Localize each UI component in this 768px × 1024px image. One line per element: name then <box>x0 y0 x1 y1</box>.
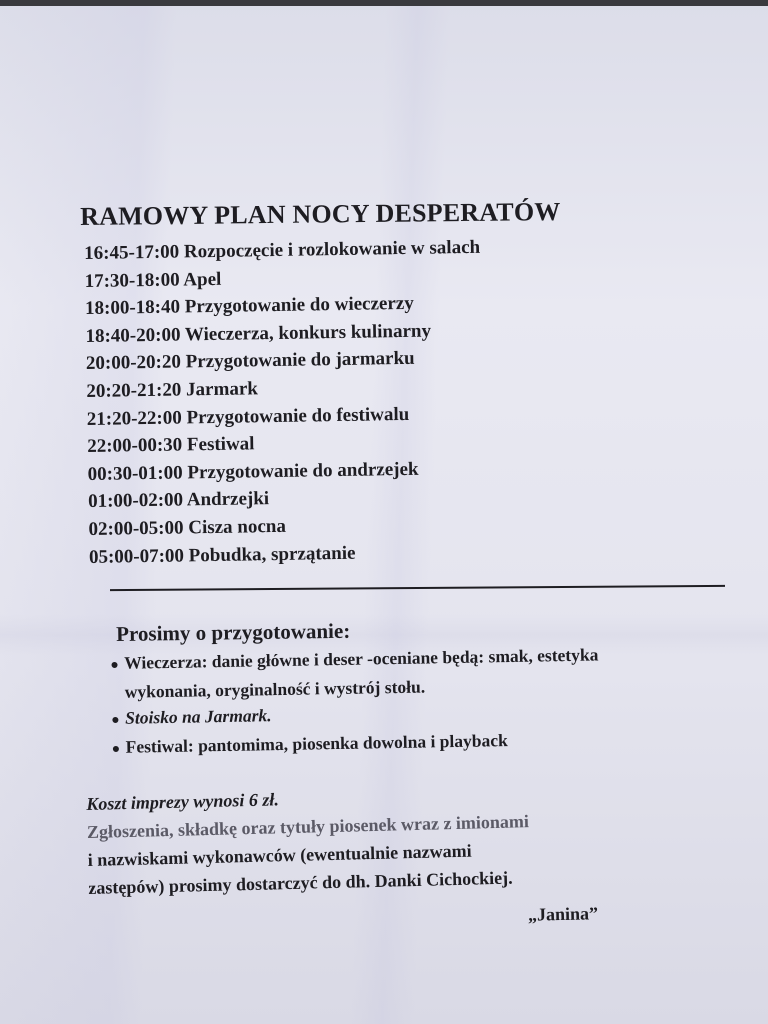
schedule-item: 18:00-18:40 Przygotowanie do wieczerzy <box>84 293 414 320</box>
schedule-item: 21:20-22:00 Przygotowanie do festiwalu <box>86 403 410 430</box>
bullet-icon: ● <box>111 712 120 728</box>
info-line: Zgłoszenia, składkę oraz tytuły piosenek wraz z imionami <box>86 811 530 842</box>
signature: „Janina” <box>527 903 599 925</box>
bullet-icon: ● <box>111 741 121 757</box>
schedule-item: 17:30-18:00 Apel <box>84 268 222 292</box>
info-line: zastępów) prosimy dostarczyć do dh. Danki Cichockiej. <box>88 867 513 898</box>
cost-line: Koszt imprezy wynosi 6 zł. <box>86 789 280 814</box>
preparation-heading: Prosimy o przygotowanie: <box>116 618 351 646</box>
schedule-item: 01:00-02:00 Andrzejki <box>87 488 270 513</box>
preparation-item-text: wykonania, oryginalność i wystrój stołu. <box>124 676 426 702</box>
info-block <box>86 779 531 902</box>
bullet-icon: ● <box>110 657 119 673</box>
document-title: RAMOWY PLAN NOCY DESPERATÓW <box>80 196 561 231</box>
schedule-item: 00:30-01:00 Przygotowanie do andrzejek <box>87 458 419 485</box>
schedule-item: 02:00-05:00 Cisza nocna <box>88 515 287 540</box>
preparation-item-text: Festiwal: pantomima, piosenka dowolna i playback <box>125 730 508 757</box>
schedule-list <box>84 234 485 571</box>
schedule-item: 16:45-17:00 Rozpoczęcie i rozlokowanie w salach <box>84 236 481 264</box>
schedule-item: 20:00-20:20 Przygotowanie do jarmarku <box>85 348 415 375</box>
preparation-item-text: Stoisko na Jarmark. <box>125 705 272 728</box>
schedule-item: 05:00-07:00 Pobudka, sprzątanie <box>88 542 356 568</box>
schedule-item: 20:20-21:20 Jarmark <box>86 378 259 402</box>
section-divider <box>110 585 725 591</box>
info-line: i nazwiskami wykonawców (ewentualnie nazwami <box>87 840 472 870</box>
schedule-item: 18:40-20:00 Wieczerza, konkurs kulinarny <box>85 320 432 347</box>
schedule-item: 22:00-00:30 Festiwal <box>87 433 255 458</box>
paper-top-edge <box>0 0 768 6</box>
preparation-list <box>110 641 600 763</box>
preparation-item-text: Wieczerza: danie główne i deser -oceniane będą: smak, estetyka <box>124 644 599 673</box>
